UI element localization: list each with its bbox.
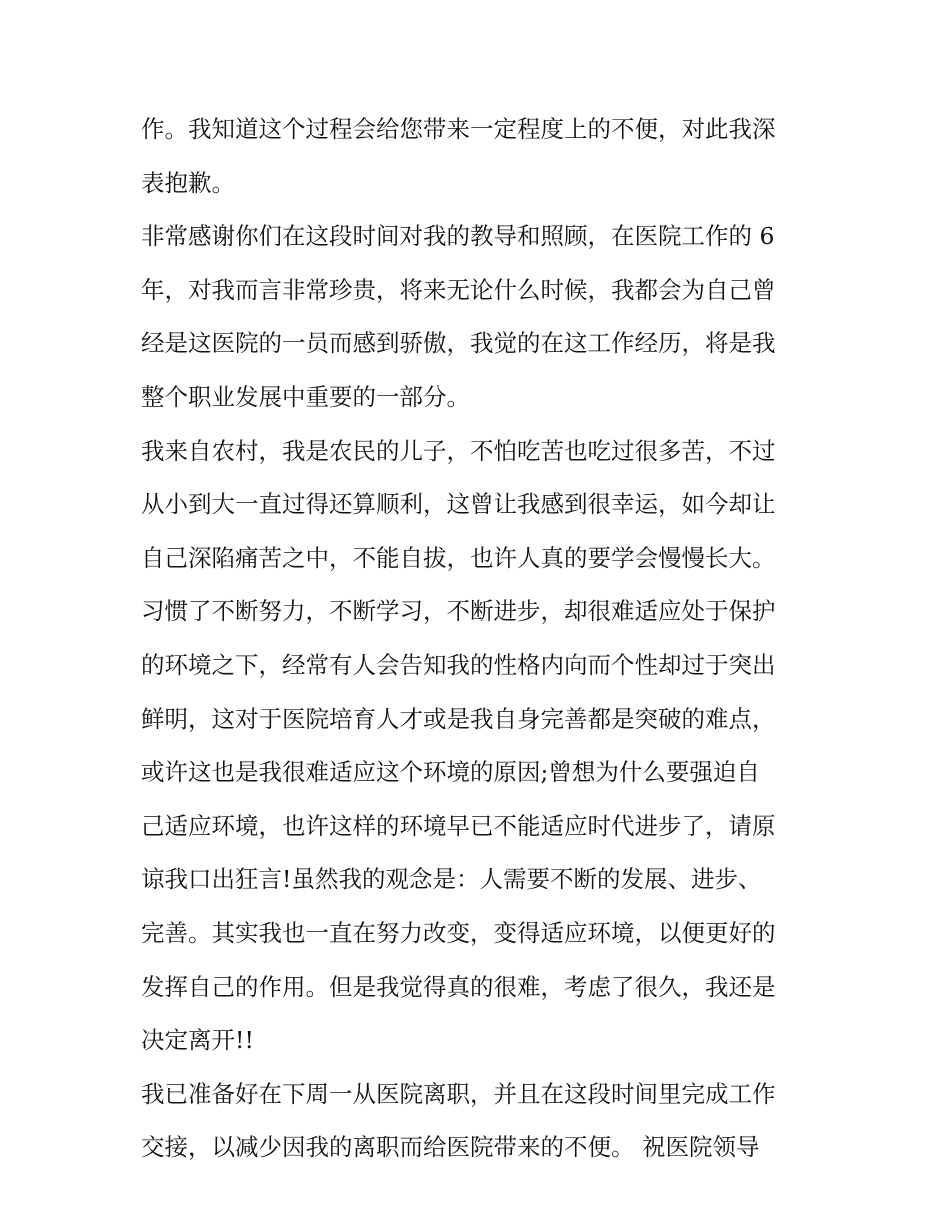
text-line: 经是这医院的一员而感到骄傲，我觉的在这工作经历，将是我 (141, 329, 776, 358)
text-line: 从小到大一直过得还算顺利，这曾让我感到很幸运，如今却让 (141, 490, 776, 519)
text-line: 作。我知道这个过程会给您带来一定程度上的不便，对此我深 (141, 115, 776, 143)
text-line: 整个职业发展中重要的一部分。 (141, 382, 470, 411)
letter-body (141, 103, 813, 1175)
text-line: 鲜明，这对于医院培育人才或是我自身完善都是突破的难点， (141, 704, 776, 733)
text-line: 谅我口出狂言!虽然我的观念是：人需要不断的发展、进步、 (141, 865, 762, 894)
text-line: 完善。其实我也一直在努力改变，变得适应环境，以便更好的 (141, 918, 776, 947)
text-line: 决定离开!! (141, 1026, 254, 1055)
text-line: 发挥自己的作用。但是我觉得真的很难，考虑了很久，我还是 (141, 972, 776, 1001)
text-line: 的环境之下，经常有人会告知我的性格内向而个性却过于突出 (141, 650, 776, 679)
text-line: 自己深陷痛苦之中，不能自拔，也许人真的要学会慢慢长大。 (141, 543, 776, 572)
text-line: 我已准备好在下周一从医院离职，并且在这段时间里完成工作 (141, 1079, 776, 1108)
text-line: 表抱歉。 (141, 168, 235, 197)
text-line: 年，对我而言非常珍贵，将来无论什么时候，我都会为自己曾 (141, 275, 776, 304)
text-line: 我来自农村，我是农民的儿子，不怕吃苦也吃过很多苦，不过 (141, 436, 776, 465)
text-line: 或许这也是我很难适应这个环境的原因;曾想为什么要强迫自 (141, 758, 760, 787)
text-line: 非常感谢你们在这段时间对我的教导和照顾，在医院工作的 6 (141, 222, 775, 251)
text-line: 习惯了不断努力，不断学习，不断进步，却很难适应处于保护 (141, 597, 776, 626)
text-line: 交接，以减少因我的离职而给医院带来的不便。 祝医院领导 (141, 1133, 760, 1162)
text-line: 己适应环境，也许这样的环境早已不能适应时代进步了，请原 (141, 811, 776, 840)
